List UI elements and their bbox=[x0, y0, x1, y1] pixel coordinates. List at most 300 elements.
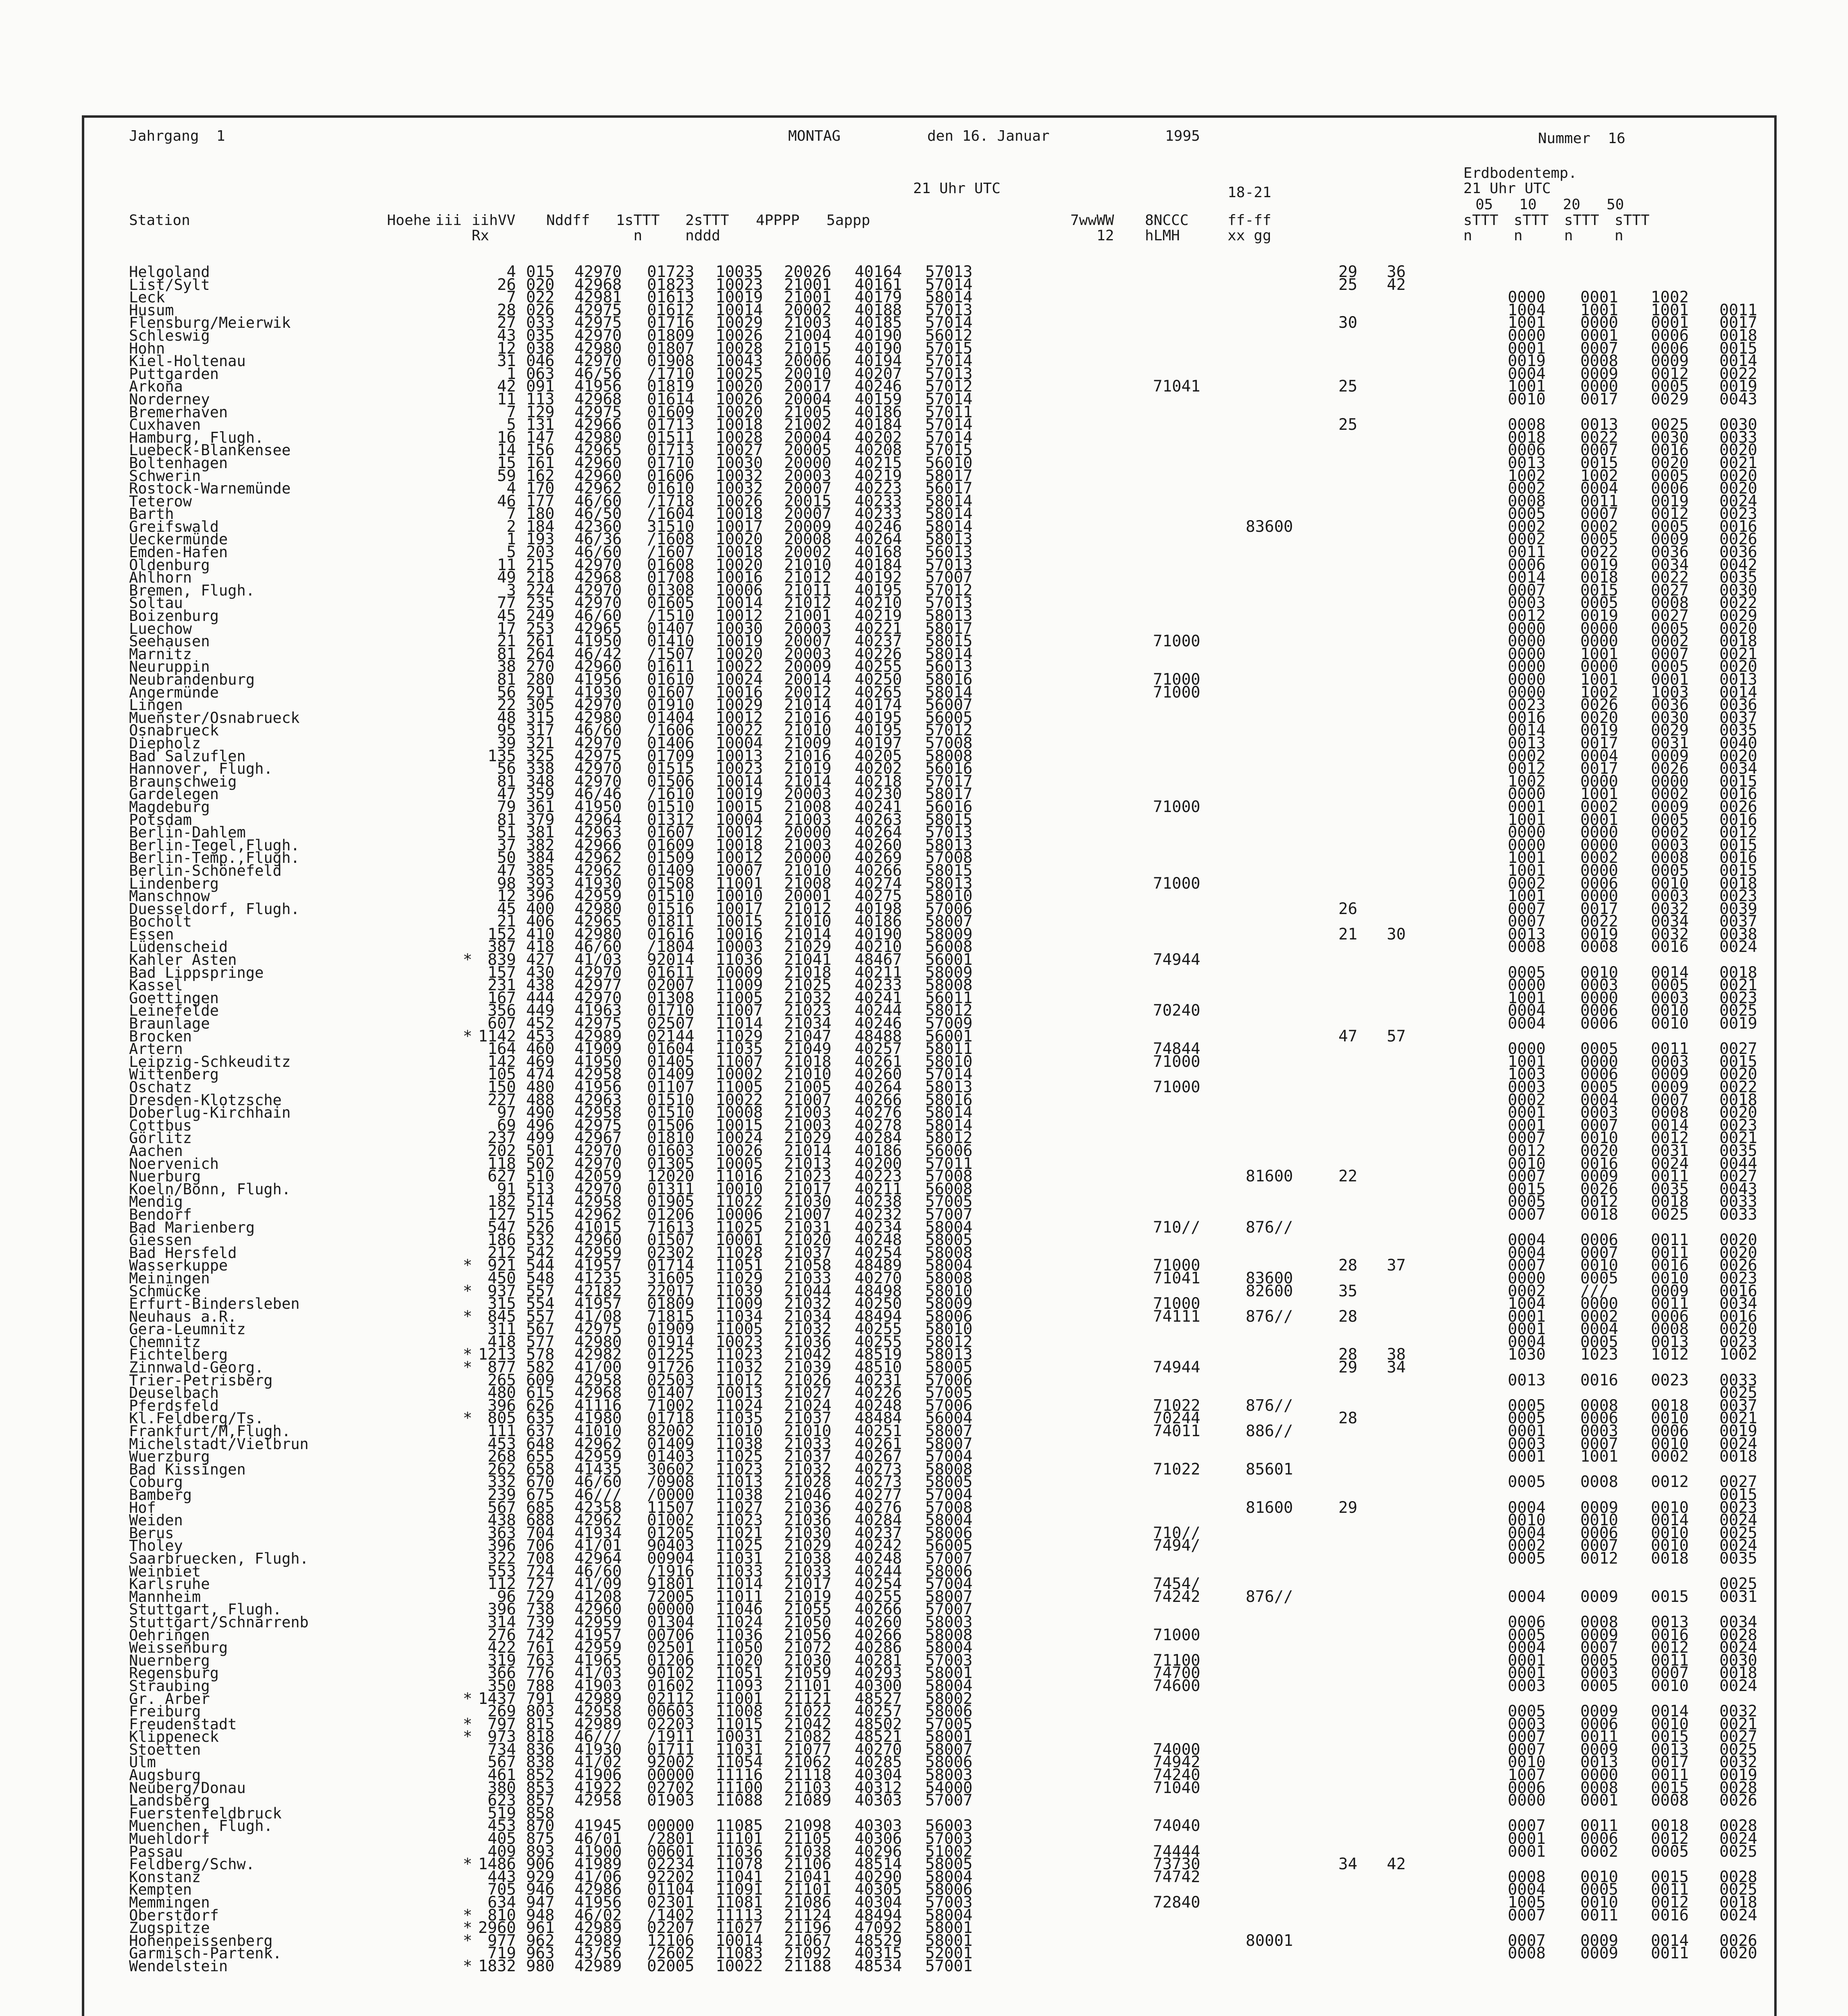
cell-e05: 0000 bbox=[1508, 658, 1546, 676]
cell-ff: 25 bbox=[1338, 377, 1357, 396]
cell-iii: 046 bbox=[526, 352, 555, 371]
cell-iii: 438 bbox=[526, 976, 555, 995]
cell-p4: 40226 bbox=[855, 1384, 902, 1402]
cell-iihvv: 42358 bbox=[574, 1498, 622, 1517]
cell-nddff: 01510 bbox=[647, 887, 695, 906]
cell-st2: 21001 bbox=[784, 607, 832, 625]
cell-hoehe: 38 bbox=[497, 658, 516, 676]
cell-p4: 40250 bbox=[855, 1295, 902, 1313]
cell-name: Duesseldorf, Flugh. bbox=[129, 900, 300, 918]
cell-ff: 28 bbox=[1338, 1256, 1357, 1275]
cell-st2: 21017 bbox=[784, 1575, 832, 1593]
cell-iihvv: 46/60 bbox=[574, 1473, 622, 1491]
cell-iihvv: 41945 bbox=[574, 1817, 622, 1835]
cell-name: Noervenich bbox=[129, 1155, 219, 1173]
cell-e20: 0027 bbox=[1651, 581, 1689, 600]
cell-iihvv: 42968 bbox=[574, 1384, 622, 1402]
cell-hoehe: 705 bbox=[487, 1881, 516, 1899]
cell-iii: 147 bbox=[526, 428, 555, 447]
cell-e20: 0029 bbox=[1651, 721, 1689, 740]
cell-name: Oldenburg bbox=[129, 556, 210, 574]
cell-nddff: 01716 bbox=[647, 314, 695, 332]
cell-st2: 20004 bbox=[784, 428, 832, 447]
cell-st1: 10030 bbox=[716, 619, 763, 638]
cell-nc: 876// bbox=[1246, 1396, 1293, 1415]
cell-name: Berlin-Schönefeld bbox=[129, 862, 282, 879]
cell-p4: 40260 bbox=[855, 1613, 902, 1631]
cell-e05: 0006 bbox=[1508, 556, 1546, 574]
cell-iihvv: 46/46 bbox=[574, 785, 622, 804]
cell-name: Cuxhaven bbox=[129, 416, 201, 434]
cell-nddff: 01305 bbox=[647, 1154, 695, 1173]
cell-st1: 10002 bbox=[716, 1065, 763, 1084]
cell-st2: 20009 bbox=[784, 517, 832, 536]
cell-e10: 0015 bbox=[1580, 454, 1618, 472]
cell-nddff: 00000 bbox=[647, 1817, 695, 1835]
cell-st2: 21005 bbox=[784, 403, 832, 421]
cell-e50: 0026 bbox=[1719, 1791, 1757, 1810]
cell-e20: 0011 bbox=[1651, 1944, 1689, 1963]
cell-name: Stuttgart/Schnarrenb bbox=[129, 1613, 309, 1631]
cell-e05: 1004 bbox=[1508, 1295, 1546, 1313]
cell-nddff: 01312 bbox=[647, 810, 695, 829]
cell-e20: 0008 bbox=[1651, 849, 1689, 867]
cell-nddff: /0908 bbox=[647, 1473, 695, 1491]
cell-e05: 0002 bbox=[1508, 530, 1546, 549]
cell-e50: 0019 bbox=[1719, 1422, 1757, 1441]
cell-st1: 11008 bbox=[716, 1702, 763, 1721]
cell-iii: 648 bbox=[526, 1435, 555, 1453]
cell-e10: 0006 bbox=[1580, 1715, 1618, 1733]
cell-name: Gardelegen bbox=[129, 785, 219, 803]
cell-hoehe: 805 bbox=[487, 1409, 516, 1428]
cell-st2: 21011 bbox=[784, 581, 832, 600]
cell-p4: 40303 bbox=[855, 1791, 902, 1810]
cell-iihvv: 42960 bbox=[574, 658, 622, 676]
cell-st2: 21032 bbox=[784, 1320, 832, 1339]
cell-nddff: 01506 bbox=[647, 772, 695, 791]
cell-p4: 48494 bbox=[855, 1906, 902, 1924]
cell-hoehe: 164 bbox=[487, 1040, 516, 1058]
cell-iii: 321 bbox=[526, 734, 555, 752]
cell-hoehe: 5 bbox=[506, 543, 516, 562]
cell-name: Lingen bbox=[129, 696, 183, 714]
cell-e05: 0010 bbox=[1508, 1154, 1546, 1173]
cell-st1: 11029 bbox=[716, 1027, 763, 1045]
cell-nddff: 92002 bbox=[647, 1753, 695, 1772]
cell-nddff: 01508 bbox=[647, 874, 695, 893]
cell-st2: 21018 bbox=[784, 1052, 832, 1071]
cell-e50: 0022 bbox=[1719, 364, 1757, 383]
cell-iihvv: 41/00 bbox=[574, 1358, 622, 1377]
cell-iihvv: 41906 bbox=[574, 1766, 622, 1785]
cell-st1: 10023 bbox=[716, 1333, 763, 1351]
cell-hoehe: 405 bbox=[487, 1830, 516, 1848]
cell-e05: 0000 bbox=[1508, 619, 1546, 638]
cell-e50: 0021 bbox=[1719, 1715, 1757, 1733]
cell-a5: 57004 bbox=[925, 1486, 973, 1504]
cell-iii: 427 bbox=[526, 951, 555, 969]
cell-nddff: 01206 bbox=[647, 1651, 695, 1670]
cell-e20: 0001 bbox=[1651, 314, 1689, 332]
cell-a5: 58006 bbox=[925, 1307, 973, 1326]
cell-st2: 21041 bbox=[784, 951, 832, 969]
cell-e50: 0028 bbox=[1719, 1626, 1757, 1644]
col-iii: iii bbox=[435, 212, 462, 229]
cell-name: Dresden-Klotzsche bbox=[129, 1091, 282, 1109]
cell-e10: 0010 bbox=[1580, 1129, 1618, 1148]
cell-st2: 21067 bbox=[784, 1931, 832, 1950]
cell-a5: 56013 bbox=[925, 658, 973, 676]
cell-iii: 218 bbox=[526, 569, 555, 587]
cell-star: * bbox=[463, 951, 472, 969]
cell-nc: 83600 bbox=[1246, 517, 1293, 536]
cell-name: Weinbiet bbox=[129, 1562, 201, 1580]
cell-a5: 58004 bbox=[925, 1906, 973, 1924]
cell-e10: 0000 bbox=[1580, 989, 1618, 1007]
cell-e05: 0005 bbox=[1508, 963, 1546, 982]
cell-st1: 10025 bbox=[716, 364, 763, 383]
cell-iii: 291 bbox=[526, 683, 555, 702]
cell-e10: 0010 bbox=[1580, 963, 1618, 982]
cell-st1: 10019 bbox=[716, 785, 763, 804]
cell-e50: 0036 bbox=[1719, 696, 1757, 714]
cell-e05: 0005 bbox=[1508, 1549, 1546, 1568]
cell-st1: 10024 bbox=[716, 1129, 763, 1148]
cell-e20: 1002 bbox=[1651, 288, 1689, 307]
cell-st1: 10026 bbox=[716, 1141, 763, 1160]
cell-hoehe: 231 bbox=[487, 976, 516, 995]
cell-e05: 0006 bbox=[1508, 1613, 1546, 1631]
cell-e10: 0007 bbox=[1580, 1116, 1618, 1135]
cell-p4: 40174 bbox=[855, 696, 902, 714]
cell-iii: 452 bbox=[526, 1014, 555, 1033]
cell-iii: 359 bbox=[526, 785, 555, 804]
cell-p4: 40293 bbox=[855, 1664, 902, 1683]
cell-name: Seehausen bbox=[129, 633, 210, 650]
cell-hoehe: 719 bbox=[487, 1944, 516, 1963]
cell-p4: 40248 bbox=[855, 1549, 902, 1568]
cell-a5: 57003 bbox=[925, 1830, 973, 1848]
cell-st1: 10016 bbox=[716, 925, 763, 943]
cell-ff: 25 bbox=[1338, 416, 1357, 434]
cell-name: Bremen, Flugh. bbox=[129, 581, 255, 599]
cell-p4: 40270 bbox=[855, 1269, 902, 1287]
cell-e20: 0003 bbox=[1651, 836, 1689, 854]
cell-e50: 0029 bbox=[1719, 607, 1757, 625]
cell-name: Memmingen bbox=[129, 1894, 210, 1911]
cell-iihvv: 41956 bbox=[574, 671, 622, 689]
cell-iii: 675 bbox=[526, 1486, 555, 1504]
cell-ww: 74240 bbox=[1153, 1766, 1201, 1785]
cell-a5: 56007 bbox=[925, 696, 973, 714]
cell-nddff: 12106 bbox=[647, 1931, 695, 1950]
cell-hoehe: 977 bbox=[487, 1931, 516, 1950]
cell-nddff: 71002 bbox=[647, 1396, 695, 1415]
cell-iii: 444 bbox=[526, 989, 555, 1007]
cell-nddff: 01610 bbox=[647, 671, 695, 689]
cell-e20: 0003 bbox=[1651, 887, 1689, 906]
cell-e20: 0015 bbox=[1651, 1779, 1689, 1797]
cell-st2: 20003 bbox=[784, 645, 832, 663]
cell-e20: 0014 bbox=[1651, 1511, 1689, 1530]
cell-e05: 0012 bbox=[1508, 1141, 1546, 1160]
cell-p4: 40254 bbox=[855, 1575, 902, 1593]
cell-name: Muehldorf bbox=[129, 1830, 210, 1848]
cell-name: Giessen bbox=[129, 1231, 192, 1249]
cell-st2: 21012 bbox=[784, 900, 832, 918]
cell-e05: 0007 bbox=[1508, 1129, 1546, 1148]
cell-e20: 0011 bbox=[1651, 1766, 1689, 1785]
cell-hoehe: 31 bbox=[497, 352, 516, 371]
cell-iii: 396 bbox=[526, 887, 555, 906]
cell-iii: 893 bbox=[526, 1842, 555, 1861]
cell-e05: 0013 bbox=[1508, 454, 1546, 472]
cell-e50: 0015 bbox=[1719, 1052, 1757, 1071]
cell-e10: 0011 bbox=[1580, 1728, 1618, 1746]
cell-iii: 962 bbox=[526, 1931, 555, 1950]
cell-e05: 0002 bbox=[1508, 874, 1546, 893]
cell-hoehe: 553 bbox=[487, 1562, 516, 1581]
cell-name: Kahler Asten bbox=[129, 951, 237, 969]
cell-iii: 761 bbox=[526, 1639, 555, 1657]
cell-nddff: 12020 bbox=[647, 1167, 695, 1186]
cell-name: Wendelstein bbox=[129, 1957, 228, 1975]
cell-nddff: 01206 bbox=[647, 1205, 695, 1224]
cell-hoehe: 51 bbox=[497, 823, 516, 842]
cell-e20: 0006 bbox=[1651, 1307, 1689, 1326]
cell-iii: 410 bbox=[526, 925, 555, 943]
cell-st2: 21106 bbox=[784, 1855, 832, 1874]
cell-e50: 0024 bbox=[1719, 1537, 1757, 1555]
cell-e05: 0014 bbox=[1508, 721, 1546, 740]
cell-e10: 0006 bbox=[1580, 1065, 1618, 1084]
cell-iii: 870 bbox=[526, 1817, 555, 1835]
cell-e50: 0015 bbox=[1719, 861, 1757, 880]
cell-hoehe: 3 bbox=[506, 581, 516, 600]
cell-e20: 0025 bbox=[1651, 1205, 1689, 1224]
cell-st1: 10020 bbox=[716, 645, 763, 663]
cell-e50: 0028 bbox=[1719, 1868, 1757, 1886]
cell-e05: 0007 bbox=[1508, 1817, 1546, 1835]
cell-e20: 0011 bbox=[1651, 1243, 1689, 1262]
cell-name: Helgoland bbox=[129, 263, 210, 281]
cell-name: Kl.Feldberg/Ts. bbox=[129, 1410, 264, 1427]
cell-e10: 1001 bbox=[1580, 645, 1618, 663]
cell-st2: 21037 bbox=[784, 1243, 832, 1262]
cell-a5: 57014 bbox=[925, 352, 973, 371]
cell-name: Görlitz bbox=[129, 1129, 192, 1147]
cell-a5: 51002 bbox=[925, 1842, 973, 1861]
cell-iii: 704 bbox=[526, 1524, 555, 1542]
cell-nddff: /1606 bbox=[647, 721, 695, 740]
cell-hoehe: 422 bbox=[487, 1639, 516, 1657]
cell-e20: 0018 bbox=[1651, 1396, 1689, 1415]
cell-name: Doberlug-Kirchhain bbox=[129, 1104, 291, 1122]
cell-iii: 033 bbox=[526, 314, 555, 332]
cell-star: * bbox=[463, 1409, 472, 1428]
cell-nddff: 01602 bbox=[647, 1677, 695, 1695]
cell-p4: 40274 bbox=[855, 874, 902, 893]
cell-nddff: 01611 bbox=[647, 658, 695, 676]
cell-p4: 48494 bbox=[855, 1307, 902, 1326]
cell-nddff: 92202 bbox=[647, 1868, 695, 1886]
cell-iii: 510 bbox=[526, 1167, 555, 1186]
cell-e50: 0020 bbox=[1719, 1320, 1757, 1339]
cell-iihvv: 42970 bbox=[574, 581, 622, 600]
cell-hoehe: 56 bbox=[497, 683, 516, 702]
cell-p4: 40230 bbox=[855, 785, 902, 804]
cell-p4: 40263 bbox=[855, 810, 902, 829]
cell-p4: 40257 bbox=[855, 1040, 902, 1058]
cell-nddff: 01607 bbox=[647, 823, 695, 842]
cell-a5: 58004 bbox=[925, 1218, 973, 1237]
cell-st2: 21003 bbox=[784, 314, 832, 332]
cell-iihvv: 42975 bbox=[574, 1320, 622, 1339]
cell-st1: 11001 bbox=[716, 874, 763, 893]
cell-ww: 74000 bbox=[1153, 1740, 1201, 1759]
cell-st2: 21105 bbox=[784, 1830, 832, 1848]
cell-hoehe: 623 bbox=[487, 1791, 516, 1810]
cell-e10: 0003 bbox=[1580, 976, 1618, 995]
cell-e50: 0020 bbox=[1719, 1243, 1757, 1262]
cell-e10: 0019 bbox=[1580, 556, 1618, 574]
cell-st2: 21003 bbox=[784, 1116, 832, 1135]
cell-e50: 0016 bbox=[1719, 810, 1757, 829]
cell-nddff: 01908 bbox=[647, 352, 695, 371]
cell-name: Leinefelde bbox=[129, 1002, 219, 1020]
cell-e50: 0015 bbox=[1719, 836, 1757, 854]
cell-hoehe: 47 bbox=[497, 785, 516, 804]
cell-a5: 56006 bbox=[925, 1141, 973, 1160]
cell-iihvv: 46/60 bbox=[574, 721, 622, 740]
cell-name: Pferdsfeld bbox=[129, 1397, 219, 1414]
cell-e05: 1001 bbox=[1508, 314, 1546, 332]
cell-e05: 0005 bbox=[1508, 505, 1546, 523]
cell-e05: 0001 bbox=[1508, 1307, 1546, 1326]
cell-p4: 40254 bbox=[855, 1243, 902, 1262]
cell-ff: 21 bbox=[1338, 925, 1357, 943]
cell-a5: 57013 bbox=[925, 823, 973, 842]
cell-iihvv: 42982 bbox=[574, 1345, 622, 1364]
cell-st2: 21098 bbox=[784, 1817, 832, 1835]
cell-st2: 21036 bbox=[784, 1498, 832, 1517]
cell-e20: 0010 bbox=[1651, 1524, 1689, 1542]
cell-name: Bad Salzuflen bbox=[129, 747, 246, 765]
cell-iii: 853 bbox=[526, 1779, 555, 1797]
cell-st2: 21026 bbox=[784, 1371, 832, 1389]
cell-hoehe: 269 bbox=[487, 1702, 516, 1721]
cell-a5: 58001 bbox=[925, 1728, 973, 1746]
cell-a5: 57011 bbox=[925, 1154, 973, 1173]
cell-e20: 0009 bbox=[1651, 1078, 1689, 1096]
cell-hoehe: 387 bbox=[487, 938, 516, 956]
cell-st1: 10017 bbox=[716, 517, 763, 536]
cell-e05: 0004 bbox=[1508, 1014, 1546, 1033]
cell-iii: 670 bbox=[526, 1473, 555, 1491]
cell-st1: 11022 bbox=[716, 1193, 763, 1211]
cell-e50: 0033 bbox=[1719, 1205, 1757, 1224]
cell-st2: 20007 bbox=[784, 479, 832, 498]
cell-iihvv: 42962 bbox=[574, 479, 622, 498]
cell-st1: 10012 bbox=[716, 849, 763, 867]
cell-name: Arkona bbox=[129, 378, 183, 396]
cell-st2: 20017 bbox=[784, 377, 832, 396]
cell-e20: 0029 bbox=[1651, 390, 1689, 408]
cell-st2: 21016 bbox=[784, 747, 832, 765]
cell-e10: 0005 bbox=[1580, 1651, 1618, 1670]
erdboden-depths: 05 10 20 50 bbox=[1475, 196, 1624, 213]
cell-e20: 0008 bbox=[1651, 1320, 1689, 1339]
cell-iii: 453 bbox=[526, 1027, 555, 1045]
cell-e10: 0017 bbox=[1580, 760, 1618, 778]
cell-iihvv: 42970 bbox=[574, 963, 622, 982]
cell-name: Neuruppin bbox=[129, 658, 210, 676]
cell-hoehe: 315 bbox=[487, 1295, 516, 1313]
cell-nddff: 00904 bbox=[647, 1549, 695, 1568]
cell-star: * bbox=[463, 1931, 472, 1950]
cell-st1: 10027 bbox=[716, 441, 763, 460]
cell-st1: 11028 bbox=[716, 1243, 763, 1262]
cell-ff: 28 bbox=[1338, 1307, 1357, 1326]
cell-e50: 0025 bbox=[1719, 1575, 1757, 1593]
cell-iihvv: 41934 bbox=[574, 1524, 622, 1542]
cell-p4: 40290 bbox=[855, 1868, 902, 1886]
cell-e10: 0005 bbox=[1580, 1269, 1618, 1287]
cell-nddff: 01910 bbox=[647, 696, 695, 714]
cell-iii: 582 bbox=[526, 1358, 555, 1377]
cell-p4: 40300 bbox=[855, 1677, 902, 1695]
cell-e50: 0037 bbox=[1719, 912, 1757, 931]
cell-a5: 58005 bbox=[925, 1358, 973, 1377]
cell-iihvv: 42966 bbox=[574, 416, 622, 434]
cell-iihvv: 42960 bbox=[574, 1600, 622, 1619]
cell-e20: 0024 bbox=[1651, 1154, 1689, 1173]
cell-iihvv: 41950 bbox=[574, 632, 622, 651]
cell-st1: 11046 bbox=[716, 1600, 763, 1619]
cell-a5: 57007 bbox=[925, 1205, 973, 1224]
cell-st1: 11005 bbox=[716, 989, 763, 1007]
cell-ww: 72840 bbox=[1153, 1893, 1201, 1912]
cell-name: Frankfurt/M,Flugh. bbox=[129, 1422, 291, 1440]
cell-iii: 022 bbox=[526, 288, 555, 307]
cell-a5: 57008 bbox=[925, 734, 973, 752]
cell-nddff: 01509 bbox=[647, 849, 695, 867]
cell-nddff: /1804 bbox=[647, 938, 695, 956]
cell-iii: 577 bbox=[526, 1333, 555, 1351]
cell-a5: 58001 bbox=[925, 1919, 973, 1937]
cell-p4: 40284 bbox=[855, 1511, 902, 1530]
cell-ww: 71022 bbox=[1153, 1396, 1201, 1415]
cell-iii: 235 bbox=[526, 594, 555, 612]
cell-e10: 0019 bbox=[1580, 925, 1618, 943]
cell-iii: 488 bbox=[526, 1091, 555, 1109]
cell-e10: 0002 bbox=[1580, 849, 1618, 867]
cell-e05: 0010 bbox=[1508, 1511, 1546, 1530]
cell-iihvv: 41930 bbox=[574, 1740, 622, 1759]
cell-name: Magdeburg bbox=[129, 798, 210, 816]
cell-e50: 0021 bbox=[1719, 1129, 1757, 1148]
cell-st1: 11007 bbox=[716, 1002, 763, 1020]
cell-name: Freiburg bbox=[129, 1703, 201, 1720]
cell-e05: 0018 bbox=[1508, 428, 1546, 447]
cell-gg: 36 bbox=[1387, 263, 1406, 281]
cell-name: Angermünde bbox=[129, 683, 219, 701]
cell-hoehe: 50 bbox=[497, 849, 516, 867]
cell-name: Bad Marienberg bbox=[129, 1218, 255, 1236]
cell-st1: 10018 bbox=[716, 836, 763, 854]
cell-st1: 10018 bbox=[716, 416, 763, 434]
